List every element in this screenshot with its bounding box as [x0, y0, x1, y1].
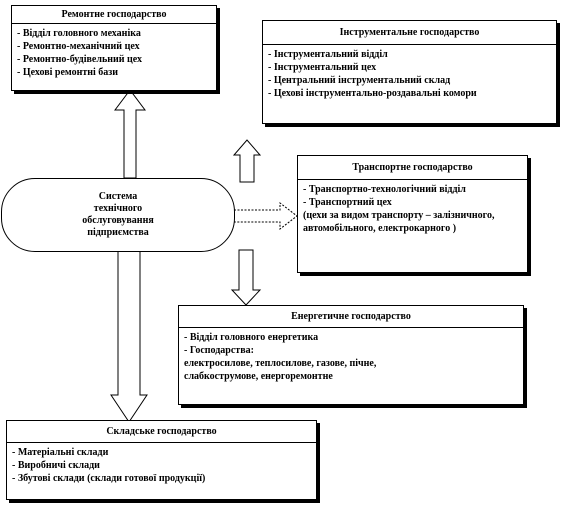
arrow-to-transport [234, 203, 297, 229]
arrow-to-energy [232, 250, 260, 305]
energy-item: - Господарства: [184, 345, 254, 356]
repair-box [11, 5, 217, 91]
energy-box [178, 305, 524, 405]
tool-item: - Інструментальний цех [268, 62, 377, 73]
center-line-2: технічного [93, 203, 143, 214]
repair-item: - Ремонтно-будівельний цех [17, 54, 143, 65]
warehouse-item: - Виробничі склади [12, 460, 100, 471]
energy-item: електросилове, теплосилове, газове, пічне, слабкострумове, енергоремонтне [184, 358, 377, 382]
transport-item: (цехи за видом транспорту – залізничного, автомобільного, електрокарного ) [303, 210, 495, 234]
warehouse-box [6, 420, 317, 500]
repair-item: - Ремонтно-механічний цех [17, 41, 140, 52]
center-line-3: обслуговування [82, 215, 154, 226]
repair-item: - Цехові ремонтні бази [17, 67, 119, 78]
transport-item: - Транспортно-технологічний відділ [303, 184, 466, 195]
tool-item: - Інструментальний відділ [268, 49, 388, 60]
warehouse-item: - Збутові склади (склади готової продукції) [12, 473, 206, 484]
center-node [1, 178, 235, 252]
tool-item: - Центральний інструментальний склад [268, 75, 451, 86]
warehouse-title: Складське господарство [7, 421, 316, 443]
energy-title: Енергетичне господарство [179, 306, 523, 328]
center-line-4: підприємства [87, 227, 149, 238]
transport-box [297, 155, 528, 273]
arrow-to-tool [234, 140, 260, 182]
tool-box [262, 20, 557, 124]
arrow-to-warehouse [111, 250, 147, 422]
warehouse-item: - Матеріальні склади [12, 447, 109, 458]
center-line-1: Система [98, 191, 138, 202]
transport-title: Транспортне господарство [298, 156, 527, 180]
transport-item: - Транспортний цех [303, 197, 392, 208]
energy-item: - Відділ головного енергетика [184, 332, 319, 343]
arrow-to-repair [115, 90, 145, 178]
repair-title: Ремонтне господарство [12, 6, 216, 24]
repair-item: - Відділ головного механіка [17, 28, 141, 39]
tool-item: - Цехові інструментально-роздавальні комори [268, 88, 477, 99]
tool-title: Інструментальне господарство [263, 21, 556, 45]
